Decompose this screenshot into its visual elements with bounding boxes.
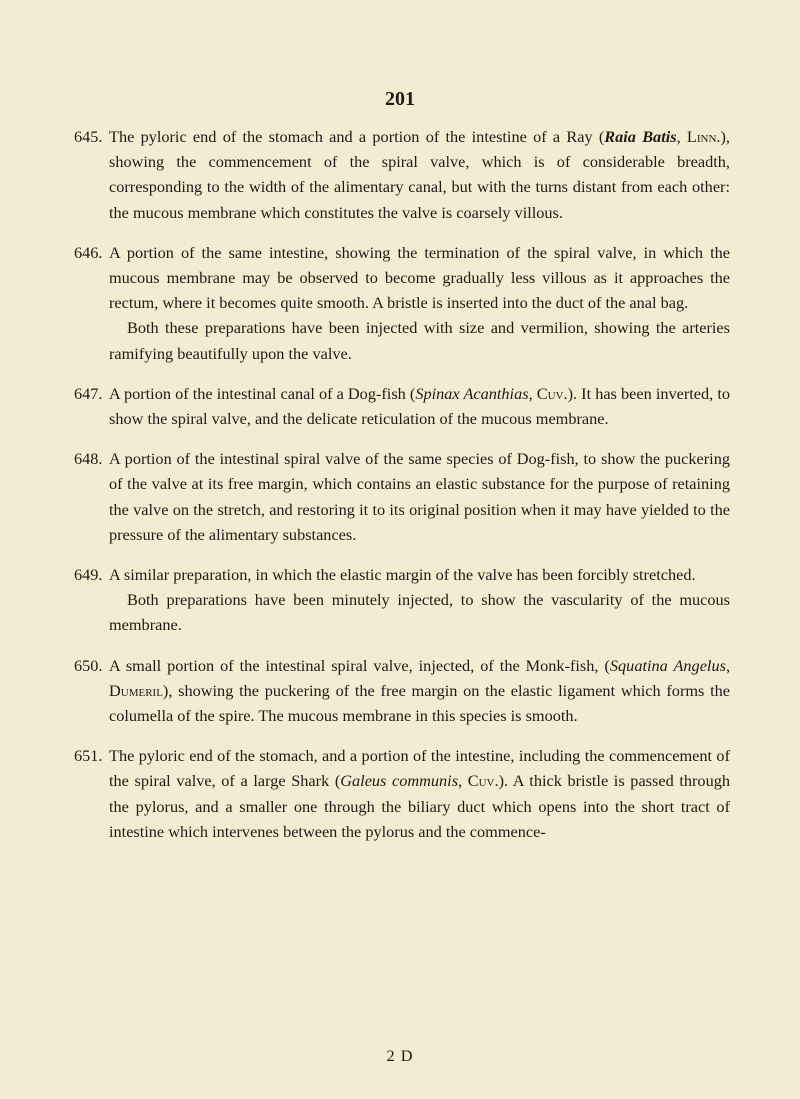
entry-number: 645. (74, 127, 103, 146)
entry-text: Both preparations have been minutely injected, to show the vascularity of the mucous membrane. (109, 590, 730, 635)
entry-paragraph (74, 743, 730, 844)
entry-649 (74, 562, 730, 638)
entry-number: 648. (74, 449, 103, 469)
entry-paragraph (74, 653, 730, 729)
entry-paragraph (74, 240, 730, 316)
entry-647 (74, 381, 730, 431)
entry-number: 646. (74, 242, 103, 262)
entry-651 (74, 743, 730, 844)
entry-text: A small portion of the intestinal spiral valve, injected, of the Monk-fish, (Squatina Angelus, Dumeril), showing the puckering of the free margin on the elastic ligament which forms the columella of the spire. The mucous membrane in this species is smooth. (109, 655, 731, 726)
entry-paragraph-continued (74, 315, 730, 365)
catalogue-entries (74, 124, 730, 859)
entry-paragraph-continued (74, 587, 730, 637)
entry-paragraph (74, 124, 730, 225)
signature-mark: 2 D (386, 1046, 414, 1065)
entry-650 (74, 653, 730, 729)
entry-text: A portion of the intestinal canal of a Dog-fish (Spinax Acanthias, Cuv.). It has been inverted, to show the spiral valve, and the delicate reticulation of the mucous membrane. (109, 383, 730, 429)
entry-number: 650. (74, 655, 103, 675)
entry-648 (74, 446, 730, 547)
entry-text: A portion of the same intestine, showing the termination of the spiral valve, in which the mucous membrane may be observed to become gradually less villous as it approaches the rectum, where it becomes quite smooth. A bristle is inserted into the duct of the anal bag. (109, 242, 730, 313)
page-number: 201 (385, 88, 415, 110)
entry-paragraph (74, 446, 730, 547)
entry-number: 647. (74, 383, 103, 403)
entry-text: A portion of the intestinal spiral valve of the same species of Dog-fish, to show the puckering of the valve at its free margin, which contains an elastic substance for the purpose of retaining the valve on the stretch, and restoring it to its original position when it may have yielded to the pressure of the alimentary substances. (109, 449, 730, 544)
entry-text: A similar preparation, in which the elastic margin of the valve has been forcibly stretched. (109, 565, 696, 585)
entry-number: 649. (74, 565, 103, 585)
entry-text: The pyloric end of the stomach, and a portion of the intestine, including the commencement of the spiral valve, of a large Shark (Galeus communis, Cuv.). A thick bristle is passed through the pylorus, and a smaller one through the biliary duct which opens into the short tract of intestine which intervenes between the pylorus and the commence- (109, 746, 730, 841)
entry-645 (74, 124, 730, 225)
entry-paragraph (74, 562, 730, 587)
entry-number: 651. (74, 746, 103, 766)
entry-paragraph (74, 381, 730, 431)
entry-text: The pyloric end of the stomach and a portion of the intestine of a Ray (Raia Batis, Linn.), showing the commencement of the spiral valve, which is of considerable breadth, corresponding to the width of the alimentary canal, but with the turns distant from each other: the mucous membrane which constitutes the valve is coarsely villous. (109, 127, 730, 222)
entry-646 (74, 240, 730, 366)
entry-text: Both these preparations have been injected with size and vermilion, showing the arteries ramifying beautifully upon the valve. (109, 318, 730, 363)
